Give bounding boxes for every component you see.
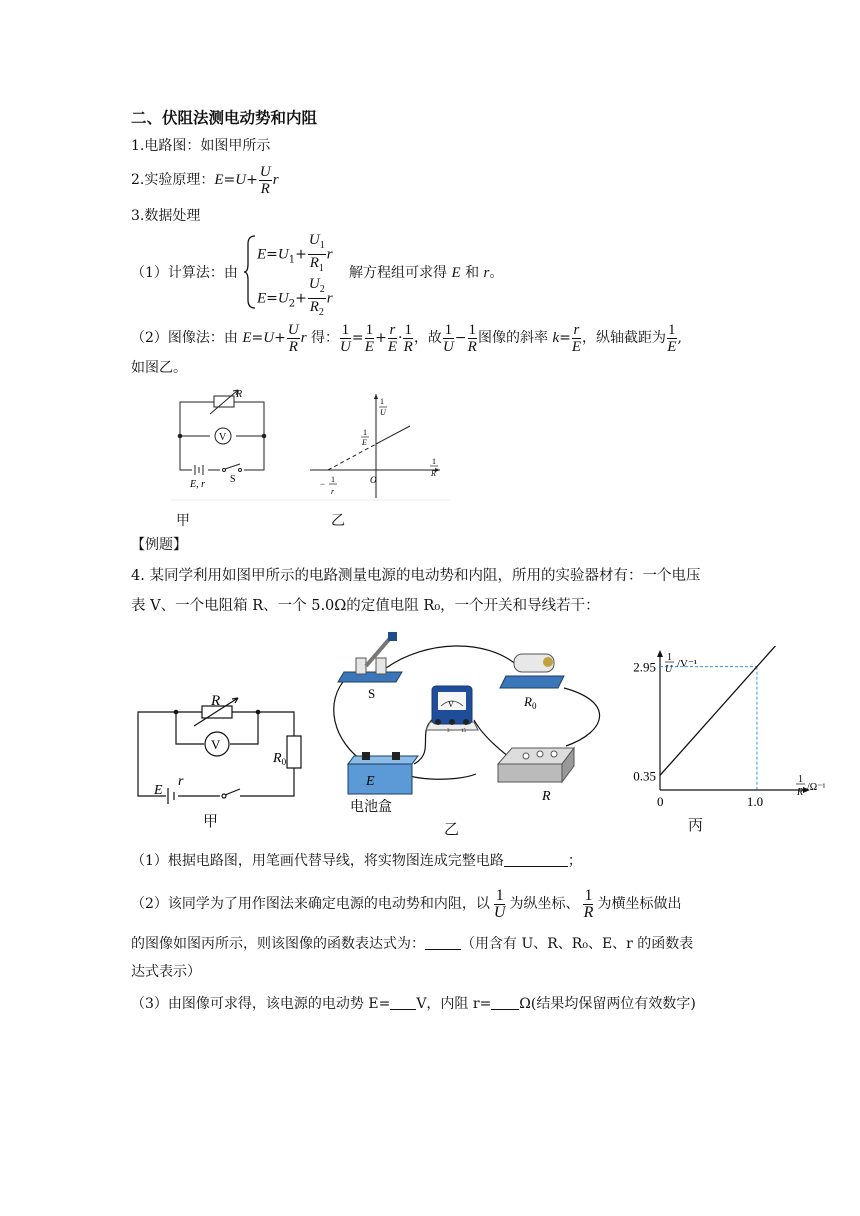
problem-line-1: 4. 某同学利用如图甲所示的电路测量电源的电动势和内阻，所用的实验器材有：一个电压 bbox=[131, 568, 701, 584]
equation-1: $E=U_1+$ $\frac{U_1}{R_1}$ r bbox=[257, 232, 333, 274]
svg-text:1: 1 bbox=[380, 397, 384, 406]
battery-box-label: 电池盒 bbox=[350, 800, 392, 815]
item-3: 3.数据处理 bbox=[131, 208, 201, 224]
fig1-s-label: S bbox=[230, 474, 236, 485]
ytick-label: 2.95 bbox=[633, 659, 656, 675]
r0-label: $R_0$ bbox=[524, 694, 537, 711]
question-2-line-2: 的图像如图丙所示，则该图像的函数表达式为： （用含有 U、R、R₀、E、r 的函数表 bbox=[131, 936, 694, 952]
example-heading: 【例题】 bbox=[131, 537, 187, 553]
svg-text:−: − bbox=[320, 479, 326, 489]
voltmeter-scale-3: 3 bbox=[447, 729, 450, 734]
xtick-label: 1.0 bbox=[746, 794, 764, 809]
calc-prefix: （1）计算法：由 bbox=[131, 265, 238, 281]
apparatus-yi bbox=[326, 632, 606, 822]
switch-s bbox=[338, 632, 402, 682]
rbox-label: R bbox=[542, 789, 551, 804]
ytick-label: 0.35 bbox=[633, 768, 656, 784]
x-unit: /Ω⁻¹ bbox=[807, 782, 826, 793]
svg-text:r: r bbox=[331, 487, 335, 496]
jia2-r0-label: $R_0$ bbox=[273, 751, 287, 767]
calc-suffix: 解方程组可求得 E 和 r。 bbox=[349, 265, 504, 281]
brace-icon bbox=[243, 234, 257, 310]
answer-blank-emf[interactable] bbox=[390, 1009, 416, 1010]
x-label-den: R bbox=[797, 787, 804, 798]
y-axis-arrow bbox=[657, 650, 663, 657]
svg-text:1: 1 bbox=[363, 428, 367, 437]
answer-blank-2[interactable] bbox=[425, 949, 461, 950]
y-unit: /V⁻¹ bbox=[677, 658, 698, 670]
origin-label: O bbox=[370, 475, 377, 485]
answer-blank-r[interactable] bbox=[491, 1009, 519, 1010]
graph-method: （2）图像法：由 E=U+ $\frac{U}{R}$ r 得： $\frac{1}{U}$ = $\frac{1}{E}$ + $\frac{r}{E}$ · $\frac{1}{R}$ ，故 $\frac{1}{U}$ − $\frac{1}{R}$ 图像的斜率 k= $\frac{r}{E}$ ，纵轴截距为 $\frac{1}{E}$ , bbox=[131, 321, 682, 355]
fig2-jia-caption: 甲 bbox=[203, 812, 219, 830]
figure-1 bbox=[170, 386, 450, 502]
fig2-yi-caption: 乙 bbox=[444, 820, 460, 838]
fig2-bing-caption: 丙 bbox=[688, 816, 704, 834]
svg-text:1: 1 bbox=[432, 457, 436, 466]
section-heading: 二、伏阻法测电动势和内阻 bbox=[131, 109, 318, 127]
fig1-yi-caption: 乙 bbox=[331, 513, 345, 529]
item-1: 1.电路图：如图甲所示 bbox=[131, 138, 271, 154]
chart-bing bbox=[626, 646, 826, 836]
graph-method-line2: 如图乙。 bbox=[131, 360, 187, 376]
item-2: 2.实验原理：E=U+ $\frac{U}{R}$ r bbox=[131, 163, 279, 197]
voltmeter-v: V bbox=[448, 700, 454, 709]
fig1-er-label: E, r bbox=[190, 479, 205, 490]
svg-text:R: R bbox=[431, 469, 436, 478]
svg-text:1: 1 bbox=[331, 475, 335, 484]
fig1-r-label: R bbox=[236, 389, 243, 400]
problem-line-2: 表 V、一个电阻箱 R、一个 5.0Ω的定值电阻 R₀，一个开关和导线若干： bbox=[131, 598, 600, 614]
svg-text:E: E bbox=[362, 438, 367, 447]
question-3: （3）由图像可求得，该电源的电动势 E= V，内阻 r= Ω(结果均保留两位有效数字) bbox=[131, 996, 696, 1012]
question-1: （1）根据电路图，用笔画代替导线，将实物图连成完整电路 ； bbox=[131, 853, 582, 869]
battery-box bbox=[348, 752, 418, 794]
y-label-den: U bbox=[665, 664, 673, 675]
jia2-rint-label: r bbox=[178, 774, 184, 789]
question-2-line-1: （2）该同学为了用作图法来确定电源的电动势和内阻，以 $\frac{1}{U}$ 为纵坐标、 $\frac{1}{R}$ 为横坐标做出 bbox=[131, 886, 682, 921]
x-label-num: 1 bbox=[798, 774, 803, 785]
fig1-jia-caption: 甲 bbox=[176, 513, 190, 529]
jia2-e-label: E bbox=[154, 783, 163, 798]
item-2-prefix: 2.实验原理： bbox=[131, 172, 215, 188]
y-label-num: 1 bbox=[667, 652, 672, 663]
battery-e-label: E bbox=[366, 774, 375, 789]
jia2-r-label: R bbox=[211, 693, 221, 709]
graph-yi bbox=[310, 394, 440, 498]
svg-text:U: U bbox=[380, 408, 386, 417]
question-2-line-3: 达式表示） bbox=[131, 964, 201, 980]
xtick-label: 0 bbox=[657, 794, 664, 809]
circuit-jia-2 bbox=[132, 686, 308, 808]
equation-2: $E=U_2+$ $\frac{U_2}{R_2}$ r bbox=[257, 276, 333, 318]
resistance-box bbox=[498, 748, 574, 782]
fig1-v-label: V bbox=[219, 432, 227, 443]
jia2-v-label: V bbox=[211, 737, 221, 752]
answer-blank-1[interactable] bbox=[504, 866, 568, 867]
switch-label: S bbox=[368, 686, 376, 701]
voltmeter-scale-15: 15 bbox=[461, 729, 466, 734]
